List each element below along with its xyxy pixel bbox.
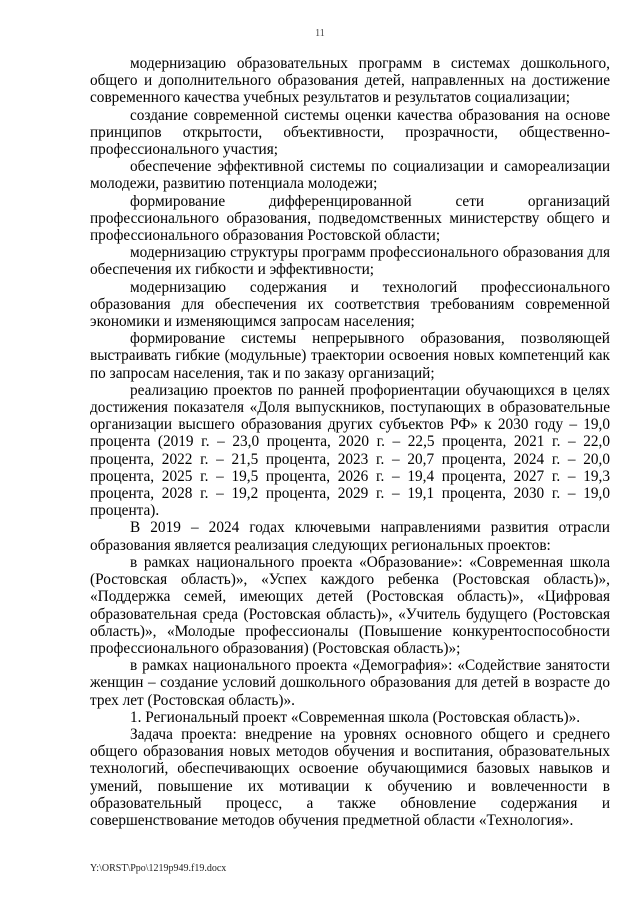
paragraph: формирование дифференцированной сети организаций профессионального образования, подведомственных министерству общего и профессионального образования Ростовской области; [90,192,610,245]
paragraph: обеспечение эффективной системы по социализации и самореализации молодежи, развитию потенциала молодежи; [90,158,610,193]
paragraph: в рамках национального проекта «Демография»: «Содействие занятости женщин – создание условий дошкольного образования для детей в возрасте до трех лет (Ростовская область)». [90,657,610,709]
document-body [90,55,610,829]
footer-file-path: Y:\ORST\Ppo\1219p949.f19.docx [90,863,227,874]
paragraph: модернизацию структуры программ профессионального образования для обеспечения их гибкости и эффективности; [90,244,610,279]
paragraph: модернизацию образовательных программ в системах дошкольного, общего и дополнительного образования детей, направленных на достижение современного качества учебных результатов и результатов социализации; [90,55,610,107]
page-number: 11 [315,28,325,39]
paragraph: создание современной системы оценки качества образования на основе принципов открытости, объективности, прозрачности, общественно-профессионального участия; [90,106,610,159]
section-heading: 1. Региональный проект «Современная школа (Ростовская область)». [130,708,581,726]
paragraph: формирование системы непрерывного образования, позволяющей выстраивать гибкие (модульные) траектории освоения новых компетенций как по запросам населения, так и по заказу организаций; [90,330,610,382]
paragraph: в рамках национального проекта «Образование»: «Современная школа (Ростовская область)», «Успех каждого ребенка (Ростовская область)», «Поддержка семей, имеющих детей (Ростовская область)», «Цифровая образовательная среда (Ростовская область)», «Учитель будущего (Ростовская область)», «Молодые профессионалы (Повышение конкурентоспособности профессионального образования) (Ростовская область)»; [90,553,610,657]
paragraph: В 2019 – 2024 годах ключевыми направлениями развития отрасли образования является реализация следующих региональных проектов: [90,519,610,554]
paragraph: модернизацию содержания и технологий профессионального образования для обеспечения их соответствия требованиям современной экономики и изменяющимся запросам населения; [90,278,610,331]
paragraph: реализацию проектов по ранней профориентации обучающихся в целях достижения показателя «Доля выпускников, поступающих в образовательные организации высшего образования других субъектов РФ» к 2030 году – 19,0 процента (2019 г. – 23,0 процента, 2020 г. – 22,5 процента, 2021 г. – 22,0 процента, 2022 г. – 21,5 процента, 2023 г. – 20,7 процента, 2024 г. – 20,0 процента, 2025 г. – 19,5 процента, 2026 г. – 19,4 процента, 2027 г. – 19,3 процента, 2028 г. – 19,2 процента, 2029 г. – 19,1 процента, 2030 г. – 19,0 процента). [90,381,610,520]
paragraph: Задача проекта: внедрение на уровнях основного общего и среднего общего образования новых методов обучения и воспитания, образовательных технологий, обеспечивающих освоение обучающимися базовых навыков и умений, повышение их мотивации к обучению и вовлеченности в образовательный процесс, а также обновление содержания и совершенствование методов обучения предметной области «Технология». [90,725,610,829]
